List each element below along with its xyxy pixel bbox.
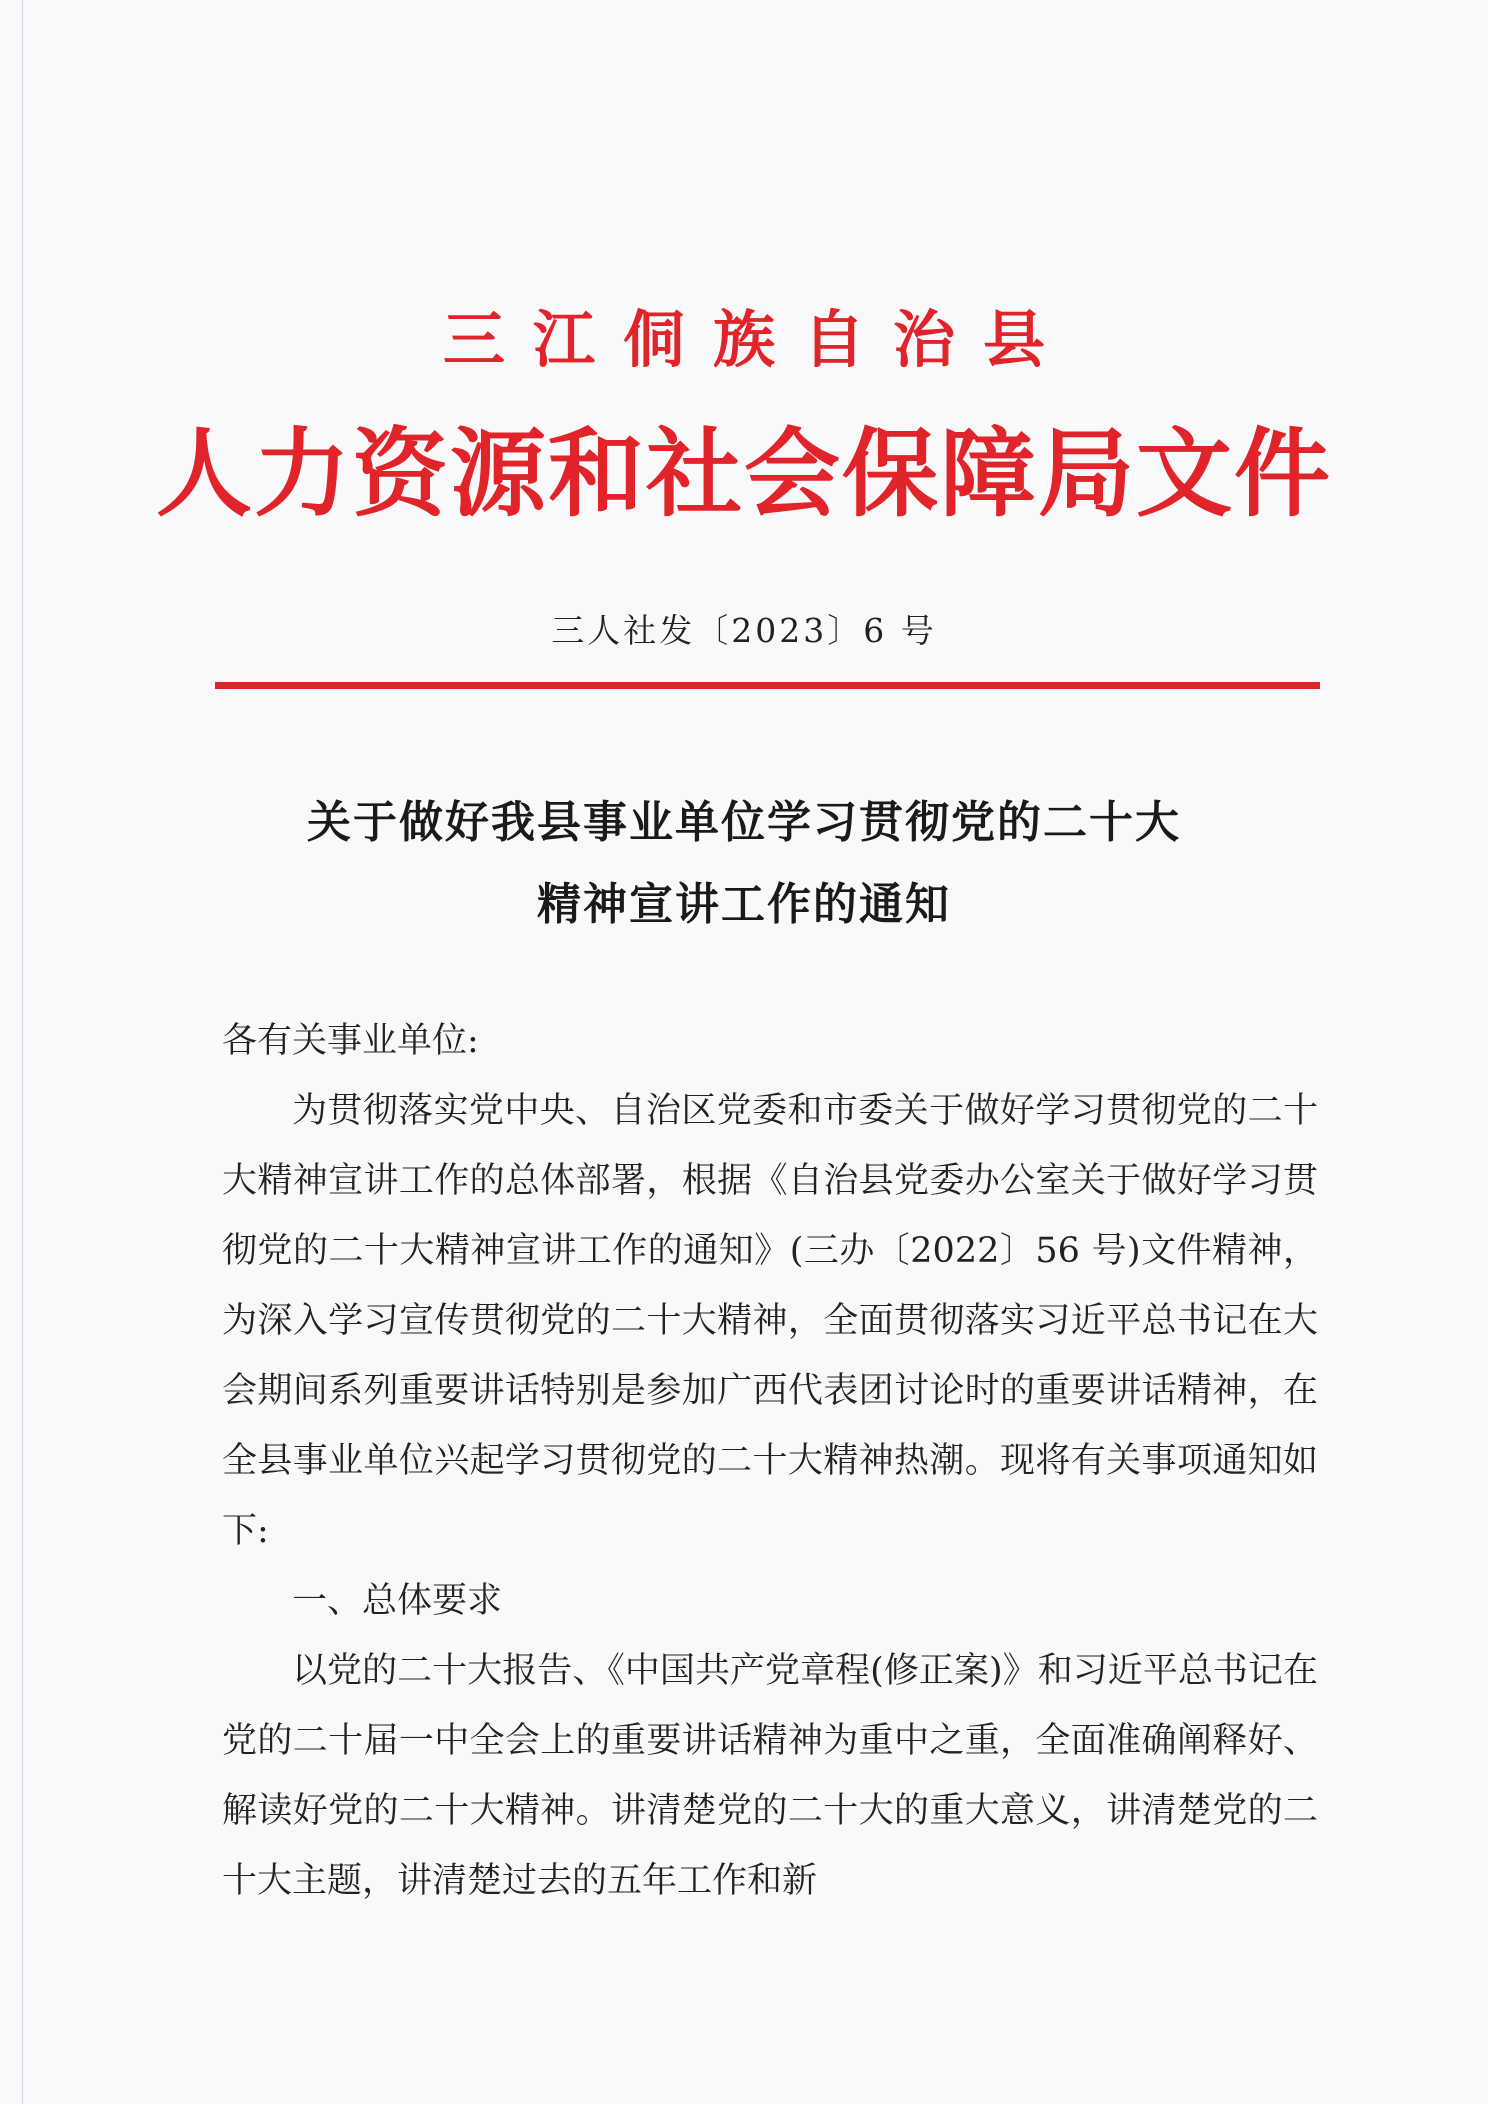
- body-paragraph: 以党的二十大报告、《中国共产党章程(修正案)》和习近平总书记在党的二十届一中全会上的重要讲话精神为重中之重，全面准确阐释好、解读好党的二十大精神。讲清楚党的二十大的重大意义，讲清楚党的二十大主题，讲清楚过去的五年工作和新: [222, 1651, 1318, 1901]
- red-divider-line: [215, 682, 1320, 689]
- title-line1: 关于做好我县事业单位学习贯彻党的二十大: [307, 797, 1181, 848]
- document-body: [222, 1006, 1318, 1916]
- issuing-org-line1: 三江侗族自治县: [442, 303, 1073, 376]
- document-title: [0, 782, 1488, 946]
- section-heading: 一、总体要求: [292, 1581, 503, 1621]
- document-number: 三人社发〔2023〕6 号: [551, 611, 937, 650]
- issuing-org-line2: 人力资源和社会保障局文件: [156, 417, 1332, 530]
- title-line2: 精神宣讲工作的通知: [537, 879, 951, 930]
- salutation: 各有关事业单位:: [222, 1021, 479, 1061]
- body-paragraph: 为贯彻落实党中央、自治区党委和市委关于做好学习贯彻党的二十大精神宣讲工作的总体部署，根据《自治县党委办公室关于做好学习贯彻党的二十大精神宣讲工作的通知》(三办〔2022〕56 号)文件精神，为深入学习宣传贯彻党的二十大精神，全面贯彻落实习近平总书记在大会期间系列重要讲话特别是参加广西代表团讨论时的重要讲话精神，在全县事业单位兴起学习贯彻党的二十大精神热潮。现将有关事项通知如下:: [222, 1091, 1318, 1551]
